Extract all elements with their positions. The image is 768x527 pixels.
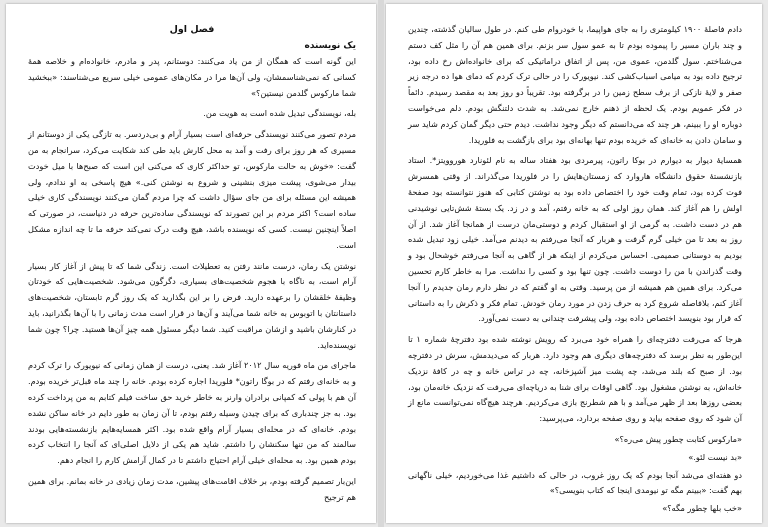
paragraph: دادم فاصلهٔ ۱۹۰۰ کیلومتری را به جای هواپیما، با خودروام طی کنم. در طول سالیان گذشته، چندین و چند باران مسیر را پیموده بودم تا به عمو سول سر بزنم. برای همین هم آن را مثل کف دستم می‌شناختم. سول گلدمن، عموی من، پس از اتفاق دراماتیکی که برای خانواده‌اش رخ داده بود، ترجیح داده بود به میامی اسباب‌کشی کند. نیویورک را در حالی ترک کردم که دمای هوا ده درجه زیر صفر و لایهٔ نازکی از برف سطح زمین را در برگرفته بود. تقریباً دو روز بعد به مقصد رسیدم. دائماً در فکر عمویم بودم. یک لحظه از ذهنم خارج نمی‌شد. به شدت دلتنگش بودم. دلم می‌خواست دوباره او را ببینم، هر چند که می‌دانستم که دیگر وجود نداشت. دیدم حتی دیگر گمان کردم شاید سر و سامان دادن به خانه‌ای که خریده بودم تنها بهانه‌ای بود برای بازگشت به فلوریدا.	[408, 24, 742, 145]
paragraph: این‌بار تصمیم گرفته بودم، بر خلاف اقامت‌های پیشین، مدت زمان زیادی در خانه بمانم. برای همین هم ترجیح	[28, 475, 356, 502]
right-page-text	[408, 22, 742, 517]
paragraph: همسایهٔ دیوار به دیوارم در بوکا راتون، پیرمردی بود هفتاد ساله به نام لئونارد هوروویتز*. استاد بازنشستهٔ حقوق دانشگاه هاروارد که زمستان‌هایش را در فلوریدا می‌گذراند. از وقتی همسرش فوت کرده بود، تمام وقت خود را اختصاص داده بود به نوشتن کتابی که هنوز نتوانسته بود صفحهٔ اولش را هم آغاز کند. همان روز اولی که به خانه رفتم، آمد و در زد. یک بستهٔ شش‌تایی نوشیدنی هم در دست داشت. به گرمی از او استقبال کردم و دوستی‌مان درست از همانجا آغاز شد. از آن روز به بعد تا من خیلی گرم گرفت و هربار که آنجا می‌رفتم به دیدنم می‌آمد. خیلی زود تبدیل شده بودیم به دوستانی صمیمی. احساس می‌کردم از اینکه هر از گاهی به آنجا می‌رفتم خوشحال بود و وقت گذراندن با من را دوست داشت. چون تنها بود و کسی را نداشت. مرا به خاطر کارم تحسین می‌کرد. برای همین هم همیشه از من پرسید. وقتی به او گفتم که در نظر دارم رمان جدیدم را آنجا آغاز کنم، بلافاصله شروع کرد به حرف زدن در مورد رمان خودش. تمام فکر و ذکرش را به داستانی که قرار بود بنویسد اختصاص داده بود، ولی پیشرفت چندانی به دست نمی‌آورد.	[408, 155, 742, 324]
paragraph: این گونه است که همگان از من یاد می‌کنند: دوستانم، پدر و مادرم، خانواده‌ام و خلاصه همهٔ کسانی که نمی‌شناسمشان، ولی آن‌ها مرا در مکان‌های عمومی خیلی سریع می‌شناسند: «ببخشید شما مارکوس گلدمن نیستین؟»	[28, 56, 356, 98]
section-title: یک نویسنده	[304, 41, 356, 51]
left-page-text	[28, 22, 356, 517]
left-page	[6, 4, 376, 523]
dialogue-line: «مارکوس کتابت چطور پیش می‌ره؟»	[614, 433, 742, 444]
paragraph: هرجا که می‌رفت دفترچه‌ای را همراه خود می‌برد که رویش نوشته شده بود دفترچهٔ شماره ۱ تا این‌طور به نظر برسد که دفترچه‌های دیگری هم وجود دارد. هربار که می‌دیدمش، سرش در دفترچه بود. از صبح که بلند می‌شد، چه پشت میز آشپزخانه، چه در تراس خانه و چه در کافهٔ نزدیک خانه‌اش، به نوشتن مشغول بود. گاهی اوقات برای شنا به دریاچه‌ای می‌رفت که نزدیک خانه‌مان بود، بعضی روزها بعد از ظهر می‌آمد و با هم شطرنج بازی می‌کردیم. هرچند هیچ‌گاه نمی‌توانست مانع از آن شود که روی صفحه بیاید و روی صفحه بردارد، می‌پرسید:	[408, 334, 742, 424]
paragraph: بله، نویسندگی تبدیل شده است به هویت من.	[203, 108, 356, 119]
chapter-title: فصل اول	[169, 24, 215, 35]
paragraph: مردم تصور می‌کنند نویسندگی حرفه‌ای است بسیار آرام و بی‌دردسر. به تازگی یکی از دوستانم از مسیری که هر روز برای رفت و آمد به محل کارش باید طی کند شکایت می‌کرد، سرانجام به من گفت: «خوش به حالت مارکوس، تو حداکثر کاری که می‌کنی این است که صبح‌ها با میل خودت بیدار می‌شوی، پیشت میزی بنشینی و شروع به نوشتن کنی.» هیچ پاسخی به او ندادم، ولی همیشه این مسئله برای من جای سؤال داشت که چرا مردم گمان می‌کنند نویسندگی کاری خیلی ساده است؟ اکثر مردم بر این تصورند که نویسندگی ساده‌ترین حرفه در دنیاست، در صورتی که اصلاً اینچنین نیست. کسی که نویسنده باشد، هیچ وقت درک نمی‌کند حرفه ما تا چه اندازه مشکل است.	[28, 129, 356, 250]
dialogue-line: «خب بلها چطور مگه؟»	[662, 503, 742, 514]
paragraph: دو هفته‌ای می‌شد آنجا بودم که یک روز غروب، در حالی که داشتیم غذا می‌خوردیم، خیلی ناگهانی بهم گفت: «ببینم مگه تو نیومدی اینجا که کتاب بنویسی؟»	[408, 469, 742, 496]
paragraph: نوشتن یک رمان، درست مانند رفتن به تعطیلات است. زندگی شما که تا پیش از آغاز کار بسیار آرام است، به ناگاه با هجوم شخصیت‌های بسیاری، دگرگون می‌شود. شخصیت‌هایی که خودتان وظیفهٔ خلقشان را برعهده دارید. فرض را بر این بگذارید که یک روز گرم تابستان، شخصیت‌های داستانتان با اتوبوس به خانه شما می‌آیند و آن‌ها در قرار است مدت زمانی را با آن‌ها بگذرانید، باید در کنارشان باشید و ازشان مراقبت کنید. شما دیگر مسئول همه چیزِ آن‌ها هستید. چرا؟ چون شما نویسنده‌اید.	[28, 260, 356, 350]
page-gutter	[378, 0, 384, 527]
dialogue-line: «بد نیست لئو.»	[688, 451, 742, 462]
right-page	[386, 4, 762, 523]
paragraph: ماجرای من ماه فوریه سال ۲۰۱۲ آغاز شد. یعنی، درست از همان زمانی که نیویورک را ترک کردم و به خانه‌ای رفتم که در بوگا راتون* فلوریدا اجاره کرده بودم. خانه را چند ماه قبل‌تر خریده بودم. آن هم با پولی که کمپانی برادران وارنر به خاطر خرید حق ساخت فیلم کتابم به من پرداخت کرده بود. به جز چندباری که برای چیدن وسیله رفتم بودم، تا آن زمان به طور دایم در خانه ساکن نشده بودم. خانه‌ای که در محله‌ای بسیار آرام واقع شده بود. اکثر همسایه‌هایم بازنشسته‌هایی بودند سالمند که من تنها سکنشان را داشتم. شاید هم یکی از دلایل اصلی‌ای که آنجا را انتخاب کرده بودم همین بود. به محله‌ای خیلی آرام احتیاج داشتم تا در کمال آرامش کارم را انجام دهم.	[28, 360, 356, 466]
